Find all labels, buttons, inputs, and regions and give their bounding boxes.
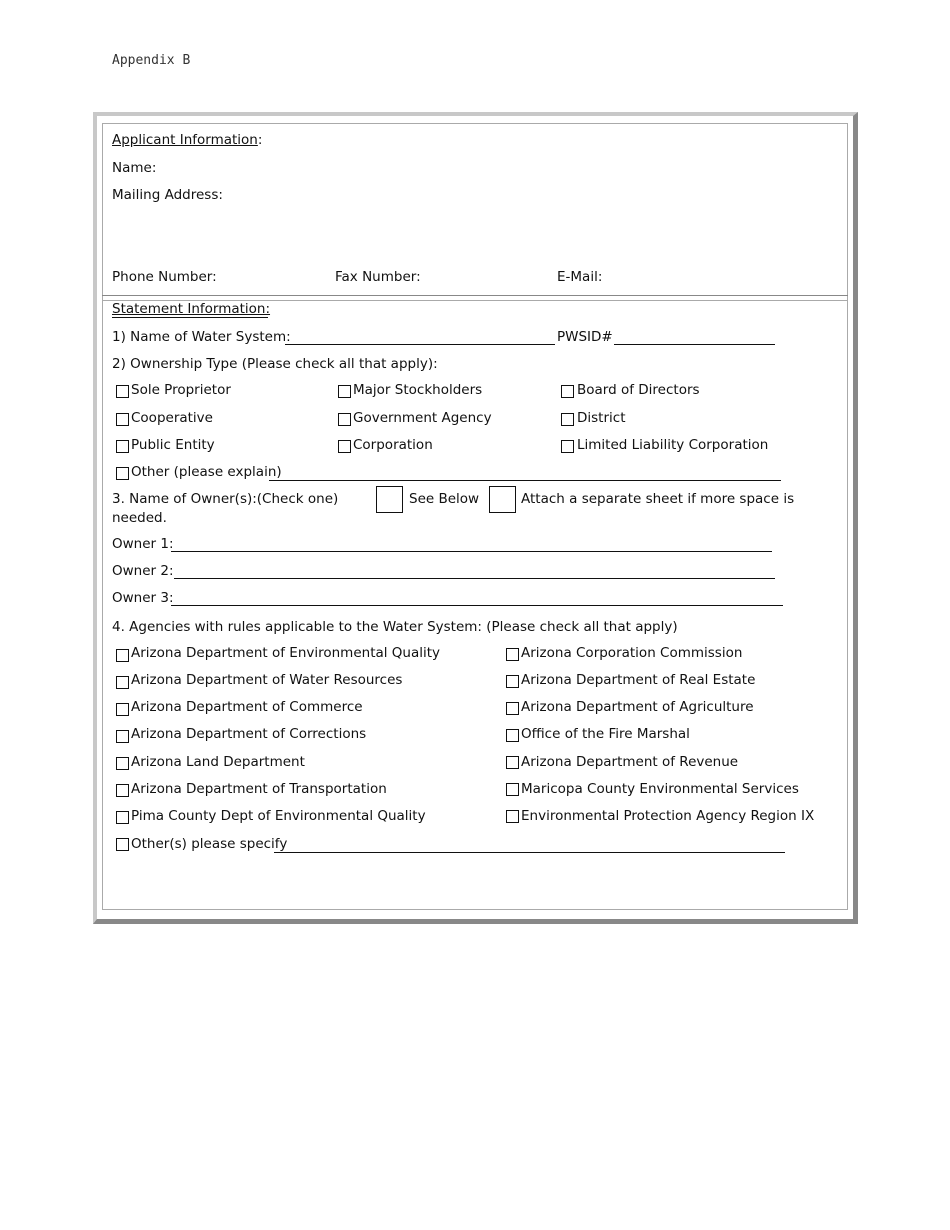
fire-marshal-label: Office of the Fire Marshal (521, 726, 690, 742)
owner2-label: Owner 2: (112, 563, 174, 579)
agriculture-label: Arizona Department of Agriculture (521, 699, 754, 715)
email-label: E-Mail: (557, 269, 603, 285)
corporation-checkbox[interactable] (338, 440, 351, 453)
statement-heading: Statement Information: (112, 301, 271, 317)
owner2-field[interactable] (174, 578, 775, 579)
commerce-checkbox[interactable] (116, 703, 129, 716)
government-agency-checkbox[interactable] (338, 413, 351, 426)
district-checkbox[interactable] (561, 413, 574, 426)
see-below-label: See Below (409, 491, 480, 507)
attach-sheet-label-cont: needed. (112, 510, 167, 526)
pwsid-field[interactable] (614, 344, 775, 345)
applicant-heading: Applicant Information: (112, 132, 263, 148)
phone-label: Phone Number: (112, 269, 217, 285)
adwr-label: Arizona Department of Water Resources (131, 672, 403, 688)
land-department-checkbox[interactable] (116, 757, 129, 770)
adeq-label: Arizona Department of Environmental Quality (131, 645, 441, 661)
adwr-checkbox[interactable] (116, 676, 129, 689)
cooperative-checkbox[interactable] (116, 413, 129, 426)
board-of-directors-label: Board of Directors (577, 382, 700, 398)
major-stockholders-label: Major Stockholders (353, 382, 483, 398)
sole-proprietor-checkbox[interactable] (116, 385, 129, 398)
public-entity-label: Public Entity (131, 437, 215, 453)
other-agencies-field[interactable] (274, 852, 785, 853)
water-system-field[interactable] (285, 344, 555, 345)
transportation-label: Arizona Department of Transportation (131, 781, 387, 797)
llc-checkbox[interactable] (561, 440, 574, 453)
other-ownership-label: Other (please explain) (131, 464, 282, 480)
appendix-label: Appendix B (112, 53, 191, 68)
public-entity-checkbox[interactable] (116, 440, 129, 453)
mailing-address-label: Mailing Address: (112, 187, 223, 203)
owner1-label: Owner 1: (112, 536, 174, 552)
adeq-checkbox[interactable] (116, 649, 129, 662)
see-below-checkbox[interactable] (376, 486, 403, 513)
revenue-label: Arizona Department of Revenue (521, 754, 739, 770)
government-agency-label: Government Agency (353, 410, 492, 426)
maricopa-label: Maricopa County Environmental Services (521, 781, 799, 797)
corrections-checkbox[interactable] (116, 730, 129, 743)
commerce-label: Arizona Department of Commerce (131, 699, 363, 715)
corporation-label: Corporation (353, 437, 433, 453)
statement-heading-rule (112, 317, 268, 318)
transportation-checkbox[interactable] (116, 784, 129, 797)
corrections-label: Arizona Department of Corrections (131, 726, 367, 742)
pwsid-label: PWSID# (557, 329, 613, 345)
fire-marshal-checkbox[interactable] (506, 729, 519, 742)
board-of-directors-checkbox[interactable] (561, 385, 574, 398)
name-label: Name: (112, 160, 157, 176)
cooperative-label: Cooperative (131, 410, 213, 426)
water-system-label: 1) Name of Water System: (112, 329, 291, 345)
revenue-checkbox[interactable] (506, 756, 519, 769)
other-agencies-label: Other(s) please specify (131, 836, 288, 852)
fax-label: Fax Number: (335, 269, 421, 285)
major-stockholders-checkbox[interactable] (338, 385, 351, 398)
owner-names-label: 3. Name of Owner(s):(Check one) (112, 491, 339, 507)
acc-label: Arizona Corporation Commission (521, 645, 743, 661)
land-department-label: Arizona Land Department (131, 754, 305, 770)
other-ownership-field[interactable] (269, 480, 781, 481)
pima-label: Pima County Dept of Environmental Quality (131, 808, 426, 824)
pima-checkbox[interactable] (116, 811, 129, 824)
owner3-label: Owner 3: (112, 590, 174, 606)
agriculture-checkbox[interactable] (506, 702, 519, 715)
owner3-field[interactable] (171, 605, 783, 606)
agencies-label: 4. Agencies with rules applicable to the Water System: (Please check all that apply) (112, 619, 678, 635)
epa-label: Environmental Protection Agency Region IX (521, 808, 815, 824)
attach-sheet-label: Attach a separate sheet if more space is (521, 491, 795, 507)
real-estate-label: Arizona Department of Real Estate (521, 672, 756, 688)
real-estate-checkbox[interactable] (506, 675, 519, 688)
llc-label: Limited Liability Corporation (577, 437, 769, 453)
epa-checkbox[interactable] (506, 810, 519, 823)
sole-proprietor-label: Sole Proprietor (131, 382, 231, 398)
acc-checkbox[interactable] (506, 648, 519, 661)
section-divider (102, 295, 848, 296)
maricopa-checkbox[interactable] (506, 783, 519, 796)
district-label: District (577, 410, 626, 426)
other-agencies-checkbox[interactable] (116, 838, 129, 851)
other-ownership-checkbox[interactable] (116, 467, 129, 480)
ownership-type-label: 2) Ownership Type (Please check all that apply): (112, 356, 438, 372)
attach-sheet-checkbox[interactable] (489, 486, 516, 513)
owner1-field[interactable] (171, 551, 772, 552)
